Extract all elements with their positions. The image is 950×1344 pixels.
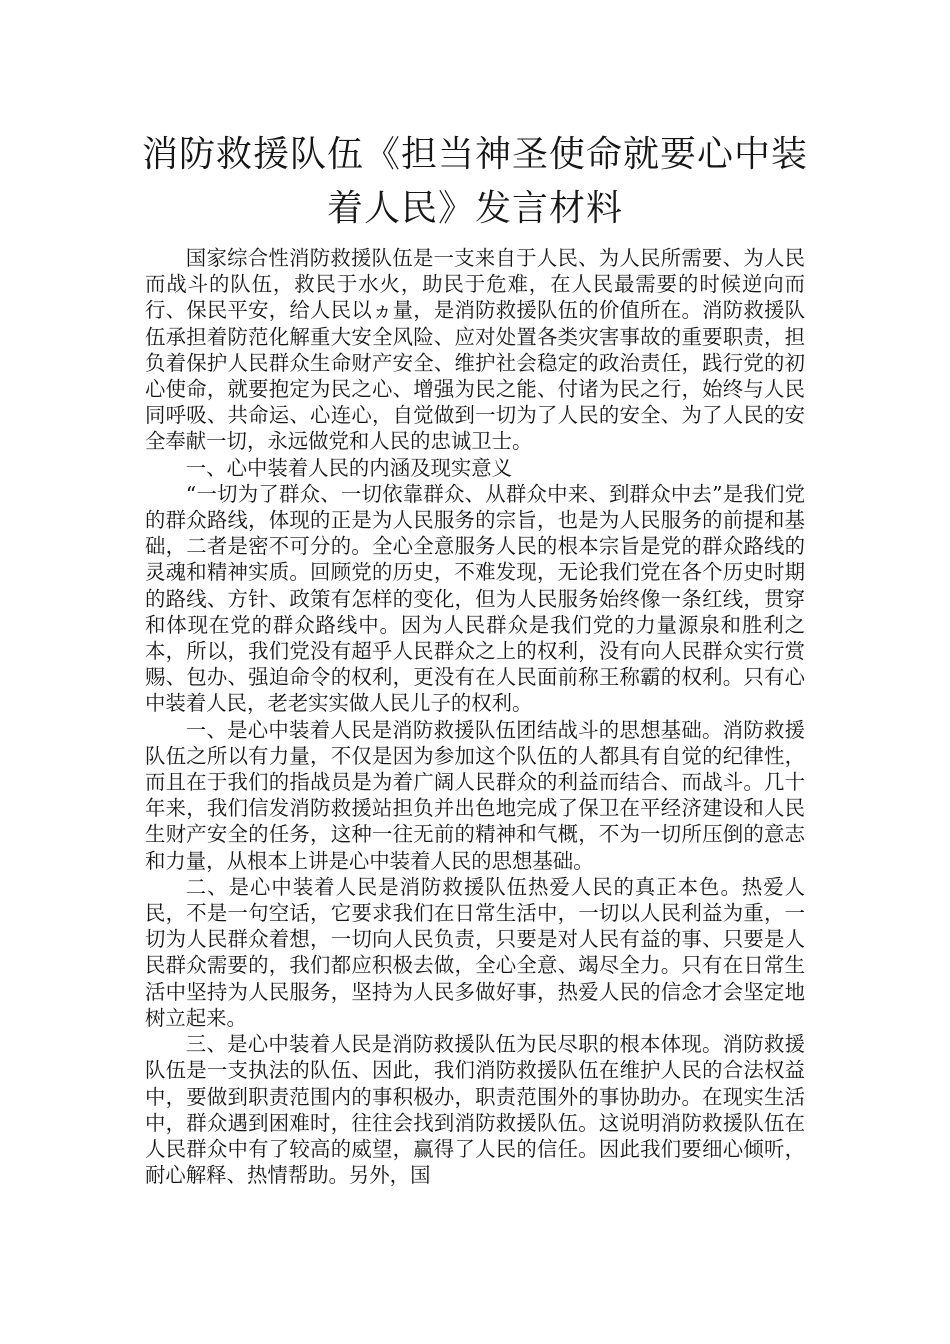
title-line-1: 消防救援队伍《担当神圣使命就要心中装 <box>141 134 808 175</box>
document-body <box>145 245 805 1188</box>
title-line-2: 着人民》发言材料 <box>326 188 623 229</box>
section-heading: 一、心中装着人民的内涵及现实意义 <box>185 455 513 480</box>
body-paragraph: 二、是心中装着人民是消防救援队伍热爱人民的真正本色。热爱人民，不是一句空话，它要求我们在日常生活中，一切以人民利益为重，一切为人民群众着想，一切向人民负责，只要是对人民有益的事、只要是人民群众需要的，我们都应积极去做，全心全意、竭尽全力。只有在日常生活中坚持为人民服务，坚持为人民多做好事，热爱人民的信念才会坚定地树立起来。 <box>145 874 805 1030</box>
intro-paragraph: 国家综合性消防救援队伍是一支来自于人民、为人民所需要、为人民而战斗的队伍，救民于水火，助民于危难，在人民最需要的时候逆向而行、保民平安，给人民以ヵ量，是消防救援队伍的价值所在。消防救援队伍承担着防范化解重大安全风险、应对处置各类灾害事故的重要职责，担负着保护人民群众生命财产安全、维护社会稳定的政治责任，践行党的初心使命，就要抱定为民之心、增强为民之能、付诸为民之行，始终与人民同呼吸、共命运、心连心，自觉做到一切为了人民的安全、为了人民的安全奉献一切，永远做党和人民的忠诚卫士。 <box>145 246 805 454</box>
body-paragraph: “一切为了群众、一切依靠群众、从群众中来、到群众中去”是我们党的群众路线，体现的正是为人民服务的宗旨，也是为人民服务的前提和基础，二者是密不可分的。全心全意服务人民的根本宗旨是党的群众路线的灵魂和精神实质。回顾党的历史，不难发现，无论我们党在各个历史时期的路线、方针、政策有怎样的变化，但为人民服务始终像一条红线，贯穿和体现在党的群众路线中。因为人民群众是我们党的力量源泉和胜利之本，所以，我们党没有超乎人民群众之上的权利，没有向人民群众实行赏赐、包办、强迫命令的权利，更没有在人民面前称王称霸的权利。只有心中装着人民，老老实实做人民儿子的权利。 <box>145 481 805 716</box>
body-paragraph: 一、是心中装着人民是消防救援队伍团结战斗的思想基础。消防救援队伍之所以有力量，不仅是因为参加这个队伍的人都具有自觉的纪律性，而且在于我们的指战员是为着广阔人民群众的利益而结合、而战斗。几十年来，我们信发消防救援站担负并出色地完成了保卫在平经济建设和人民生财产安全的任务，这种一往无前的精神和气概，不为一切所压倒的意志和力量，从根本上讲是心中装着人民的思想基础。 <box>145 717 805 873</box>
document-title <box>120 128 830 236</box>
body-paragraph: 三、是心中装着人民是消防救援队伍为民尽职的根本体现。消防救援队伍是一支执法的队伍、因此，我们消防救援队伍在维护人民的合法权益中，要做到职责范围内的事积极办，职责范围外的事协助办。在现实生活中，群众遇到困难时，往往会找到消防救援队伍。这说明消防救援队伍在人民群众中有了较高的威望，赢得了人民的信任。因此我们要细心倾听，耐心解释、热情帮助。另外，国 <box>145 1032 805 1188</box>
